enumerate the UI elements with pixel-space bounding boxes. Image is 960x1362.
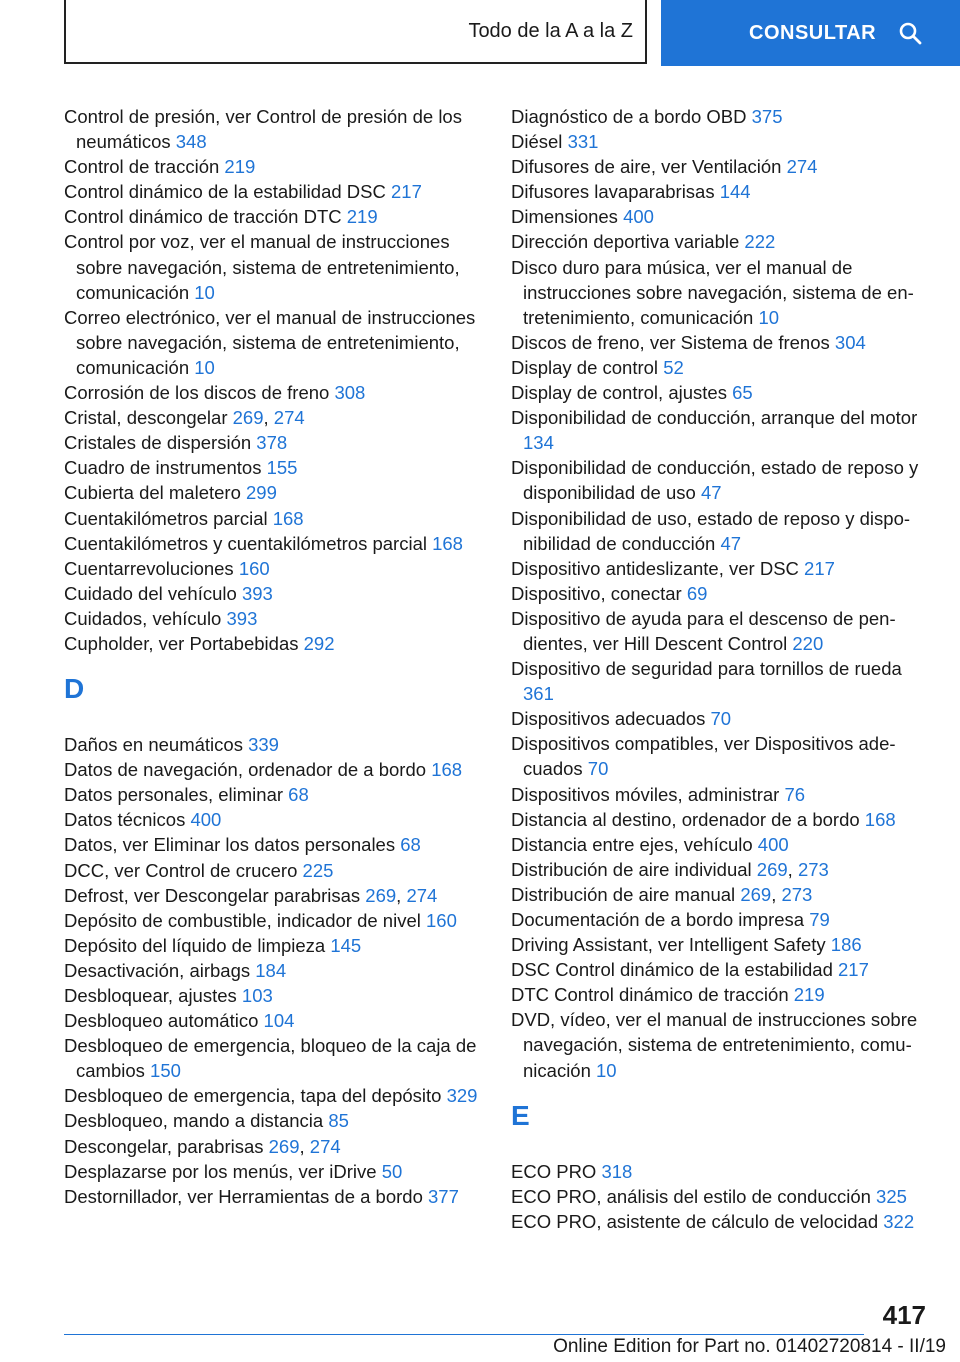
index-entry bbox=[64, 983, 484, 1008]
page-link[interactable]: 76 bbox=[784, 783, 806, 805]
page-link[interactable]: 186 bbox=[830, 934, 862, 956]
index-entry-text: Distancia al destino, ordenador de a bordo bbox=[511, 808, 865, 830]
index-entry bbox=[64, 104, 484, 154]
index-entry bbox=[511, 1159, 931, 1184]
page-link[interactable]: 79 bbox=[809, 909, 830, 930]
consult-tab[interactable] bbox=[661, 0, 960, 66]
page-link[interactable]: 400 bbox=[190, 809, 222, 831]
page-link[interactable]: 273 bbox=[797, 858, 829, 880]
index-entry-text: Cubierta del maletero bbox=[64, 482, 247, 504]
index-column-right bbox=[511, 104, 931, 1234]
page-link[interactable]: 393 bbox=[241, 582, 273, 604]
page-link[interactable]: 155 bbox=[266, 457, 298, 479]
index-entry: Distribución de aire individual 269, 273 bbox=[511, 858, 829, 880]
page-link[interactable]: 217 bbox=[838, 959, 869, 981]
page-link[interactable]: 145 bbox=[330, 934, 362, 956]
index-entry bbox=[511, 506, 931, 556]
page-link[interactable]: 70 bbox=[587, 758, 609, 780]
index-entry-text: DTC Control dinámico de tracción bbox=[511, 984, 794, 1006]
index-entry: Distribución de aire manual 269, 273 bbox=[511, 883, 813, 905]
index-entry bbox=[64, 958, 484, 983]
page-number: 417 bbox=[882, 1300, 926, 1330]
index-entry-text: ECO PRO, análisis del estilo de conducción bbox=[511, 1185, 877, 1207]
page-link[interactable]: 292 bbox=[303, 632, 335, 654]
index-entry bbox=[511, 204, 931, 229]
index-entry bbox=[64, 908, 484, 933]
index-entry-text: Control de presión, ver Control de presión de los neumáticos bbox=[64, 106, 462, 153]
index-entry-text: Desbloqueo, mando a distancia bbox=[64, 1110, 329, 1132]
index-entry-text: Distribución de aire individual bbox=[511, 858, 757, 880]
index-column-left bbox=[64, 104, 484, 1209]
page-link[interactable]: 339 bbox=[248, 734, 279, 756]
index-entry bbox=[64, 1008, 484, 1033]
page-link[interactable]: 168 bbox=[864, 808, 896, 830]
index-entry-text: Documentación de a bordo impresa bbox=[511, 909, 810, 930]
page-link[interactable]: 274 bbox=[309, 1135, 341, 1157]
index-entry bbox=[64, 204, 484, 229]
index-entry bbox=[64, 480, 484, 505]
page-link[interactable]: 377 bbox=[428, 1185, 459, 1207]
page-link[interactable]: 375 bbox=[751, 106, 783, 127]
index-entry-text: Depósito del líquido de limpieza bbox=[64, 934, 331, 956]
index-entry bbox=[511, 380, 931, 405]
page-link[interactable]: 329 bbox=[446, 1085, 478, 1107]
index-entry-text: ECO PRO, asistente de cálculo de velocidad bbox=[511, 1210, 884, 1232]
page-link[interactable]: 65 bbox=[732, 382, 753, 404]
page-link[interactable]: 269 bbox=[756, 858, 788, 880]
page-link[interactable]: 168 bbox=[431, 759, 463, 781]
footer bbox=[553, 1336, 946, 1358]
page-link[interactable]: 220 bbox=[792, 632, 824, 654]
page-link[interactable]: 10 bbox=[758, 306, 780, 328]
index-entry bbox=[64, 858, 484, 883]
index-entry bbox=[64, 782, 484, 807]
page-link[interactable]: 52 bbox=[663, 356, 684, 378]
page-link[interactable]: 68 bbox=[288, 784, 309, 806]
page-link[interactable]: 217 bbox=[391, 181, 422, 203]
page-link[interactable]: 184 bbox=[255, 959, 287, 981]
page-link[interactable]: 378 bbox=[256, 432, 288, 454]
index-entry bbox=[64, 1083, 484, 1108]
index-entry bbox=[64, 1184, 484, 1209]
index-entry-text: Defrost, ver Descongelar parabrisas bbox=[64, 884, 366, 906]
index-entry-text: ECO PRO bbox=[511, 1160, 602, 1182]
index-entry-text: Diagnóstico de a bordo OBD bbox=[511, 106, 752, 127]
index-entry-text: Cuentarrevoluciones bbox=[64, 557, 239, 579]
index-entry-text: Disco duro para música, ver el manual de instrucciones sobre navegación, sistema de entretenimiento, comunicación bbox=[511, 256, 914, 328]
index-entry bbox=[64, 430, 484, 455]
index-tab[interactable] bbox=[64, 0, 647, 64]
index-entry bbox=[511, 129, 931, 154]
index-entry bbox=[64, 179, 484, 204]
index-entry bbox=[64, 581, 484, 606]
consult-tab-label: CONSULTAR bbox=[749, 21, 877, 44]
index-entry-text: Display de control bbox=[511, 356, 664, 378]
index-entry bbox=[511, 179, 931, 204]
index-entry-text: Desbloqueo de emergencia, bloqueo de la caja de cambios bbox=[64, 1035, 477, 1082]
index-entry bbox=[511, 1209, 931, 1234]
page-link[interactable]: 348 bbox=[175, 131, 207, 153]
page-link[interactable]: 225 bbox=[302, 859, 334, 881]
index-entry-text: Control dinámico de tracción DTC bbox=[64, 206, 347, 228]
index-entry-text: Disponibilidad de conducción, estado de reposo y disponibilidad de uso bbox=[511, 457, 919, 504]
index-entry-text: Desbloqueo de emergencia, tapa del depósito bbox=[64, 1085, 447, 1107]
index-entry-text: Cristales de dispersión bbox=[64, 432, 257, 454]
index-entry bbox=[64, 531, 484, 556]
index-entry: Defrost, ver Descongelar parabrisas 269, 274 bbox=[64, 884, 438, 906]
page-link[interactable]: 68 bbox=[400, 834, 421, 856]
page-link[interactable]: 274 bbox=[406, 884, 438, 906]
page-link[interactable]: 269 bbox=[740, 883, 772, 905]
index-entry bbox=[64, 732, 484, 757]
page-link[interactable]: 325 bbox=[876, 1185, 907, 1207]
index-entry bbox=[511, 1184, 931, 1209]
index-entry bbox=[511, 656, 931, 706]
footer-divider bbox=[64, 1334, 864, 1335]
page-link[interactable]: 322 bbox=[883, 1210, 915, 1232]
search-icon bbox=[898, 21, 922, 45]
index-entry bbox=[511, 154, 931, 179]
index-entry bbox=[64, 1159, 484, 1184]
index-entry-text: Distancia entre ejes, vehículo bbox=[511, 833, 758, 855]
index-entry-text: Dimensiones bbox=[511, 206, 624, 228]
page-link[interactable]: 47 bbox=[720, 532, 742, 554]
index-entry bbox=[511, 355, 931, 380]
index-entry-text: Dispositivo antideslizante, ver DSC bbox=[511, 557, 805, 579]
page-link[interactable]: 103 bbox=[241, 985, 273, 1006]
index-entry-text: Display de control, ajustes bbox=[511, 382, 733, 404]
page-link[interactable]: 318 bbox=[601, 1160, 633, 1182]
index-entry: Cristal, descongelar 269, 274 bbox=[64, 407, 305, 429]
index-entry bbox=[511, 807, 931, 832]
footer-edition: Online Edition for Part no. 01402720814 - II/19 bbox=[553, 1336, 946, 1357]
index-entry-text: Descongelar, parabrisas bbox=[64, 1135, 269, 1157]
index-entry bbox=[511, 405, 931, 455]
index-entry-text: Cupholder, ver Portabebidas bbox=[64, 632, 304, 654]
index-entry bbox=[64, 506, 484, 531]
index-entry bbox=[511, 731, 931, 781]
page-link[interactable]: 299 bbox=[246, 482, 277, 504]
index-tab-label: Todo de la A a la Z bbox=[468, 19, 633, 42]
index-entry bbox=[511, 907, 931, 932]
index-entry-text: Control dinámico de la estabilidad DSC bbox=[64, 181, 392, 203]
letter-heading: E bbox=[511, 1099, 530, 1131]
page-link[interactable]: 10 bbox=[194, 356, 215, 378]
index-entry bbox=[511, 556, 931, 581]
index-entry-text: Difusores de aire, ver Ventilación bbox=[511, 156, 787, 178]
page-link[interactable]: 160 bbox=[238, 557, 270, 579]
page-link[interactable]: 273 bbox=[781, 883, 813, 905]
page-link[interactable]: 47 bbox=[700, 482, 722, 504]
index-entry bbox=[511, 255, 931, 330]
index-entry bbox=[511, 982, 931, 1007]
page-link[interactable]: 308 bbox=[334, 382, 366, 404]
page-link[interactable]: 393 bbox=[226, 607, 258, 629]
page-link[interactable]: 274 bbox=[273, 407, 305, 429]
index-entry bbox=[511, 782, 931, 807]
index-entry-text: Control por voz, ver el manual de instrucciones sobre navegación, sistema de entretenimiento, comunicación bbox=[64, 231, 460, 303]
page-link[interactable]: 217 bbox=[804, 557, 835, 579]
index-entry bbox=[511, 606, 931, 656]
index-entry bbox=[511, 330, 931, 355]
index-entry-text: Desplazarse por los menús, ver iDrive bbox=[64, 1160, 382, 1182]
index-entry bbox=[64, 807, 484, 832]
index-entry-text: Corrosión de los discos de freno bbox=[64, 382, 335, 404]
index-entry bbox=[64, 556, 484, 581]
index-entry-text: Disponibilidad de conducción, arranque del motor bbox=[511, 407, 918, 429]
page-link[interactable]: 10 bbox=[596, 1059, 617, 1081]
index-entry-text: Datos técnicos bbox=[64, 809, 191, 831]
page-link[interactable]: 219 bbox=[346, 206, 378, 228]
index-entry bbox=[511, 932, 931, 957]
page-link[interactable]: 134 bbox=[523, 432, 554, 454]
page-link[interactable]: 160 bbox=[426, 909, 457, 931]
page-link[interactable]: 104 bbox=[263, 1010, 295, 1032]
index-entry bbox=[64, 606, 484, 631]
index-entry-text: Dispositivos adecuados bbox=[511, 708, 711, 730]
index-entry-text: Datos de navegación, ordenador de a bordo bbox=[64, 759, 432, 781]
page-link[interactable]: 269 bbox=[232, 407, 264, 429]
index-entry-text: Cuentakilómetros y cuentakilómetros parcial bbox=[64, 532, 433, 554]
index-entry-text: Depósito de combustible, indicador de nivel bbox=[64, 909, 426, 931]
index-entry bbox=[64, 631, 484, 656]
index-entry bbox=[64, 305, 484, 380]
page-link[interactable]: 361 bbox=[523, 683, 554, 705]
index-entry-text: Difusores lavaparabrisas bbox=[511, 181, 720, 203]
page-link[interactable]: 400 bbox=[623, 206, 654, 228]
index-entry-text: Dispositivo de seguridad para tornillos de rueda bbox=[511, 658, 902, 680]
index-entry-text: Dispositivo de ayuda para el descenso de pendientes, ver Hill Descent Control bbox=[511, 607, 896, 654]
page-link[interactable]: 70 bbox=[710, 708, 732, 730]
page-link[interactable]: 50 bbox=[381, 1160, 403, 1182]
index-entry-text: Disponibilidad de uso, estado de reposo y disponibilidad de conducción bbox=[511, 507, 911, 554]
index-entry-text: DVD, vídeo, ver el manual de instrucciones sobre navegación, sistema de entretenimiento, comunicación bbox=[511, 1009, 918, 1081]
index-entry bbox=[64, 154, 484, 179]
page-link[interactable]: 10 bbox=[194, 281, 215, 303]
index-entry-text: Cuidado del vehículo bbox=[64, 582, 242, 604]
index-entry-text: Dirección deportiva variable bbox=[511, 231, 745, 253]
index-entry bbox=[511, 455, 931, 505]
page-link[interactable]: 269 bbox=[268, 1135, 300, 1157]
index-entry bbox=[64, 757, 484, 782]
page-link[interactable]: 69 bbox=[686, 582, 708, 604]
index-entry bbox=[511, 832, 931, 857]
index-entry-text: Discos de freno, ver Sistema de frenos bbox=[511, 331, 835, 353]
page-link[interactable]: 144 bbox=[719, 181, 751, 203]
index-entry bbox=[64, 1033, 484, 1083]
index-entry-text: DCC, ver Control de crucero bbox=[64, 859, 303, 881]
page-link[interactable]: 168 bbox=[432, 532, 463, 554]
page-link[interactable]: 150 bbox=[150, 1060, 181, 1082]
page-link[interactable]: 222 bbox=[744, 231, 776, 253]
index-entry-text: Diésel bbox=[511, 131, 568, 153]
index-entry-text: Cuentakilómetros parcial bbox=[64, 507, 273, 529]
index-entry-text: Driving Assistant, ver Intelligent Safety bbox=[511, 934, 831, 956]
index-entry-text: Desbloqueo automático bbox=[64, 1010, 264, 1032]
page-link[interactable]: 274 bbox=[786, 156, 818, 178]
index-entry-text: Control de tracción bbox=[64, 156, 225, 178]
index-entry bbox=[64, 229, 484, 304]
page-link[interactable]: 168 bbox=[272, 507, 304, 529]
index-entry-text: Dispositivos compatibles, ver Dispositivos adecuados bbox=[511, 733, 896, 780]
page-link[interactable]: 331 bbox=[567, 131, 599, 153]
page-link[interactable]: 400 bbox=[757, 833, 789, 855]
index-entry bbox=[511, 1007, 931, 1082]
index-entry: Descongelar, parabrisas 269, 274 bbox=[64, 1135, 341, 1157]
index-entry bbox=[64, 1108, 484, 1133]
index-entry bbox=[511, 581, 931, 606]
index-entry-text: Daños en neumáticos bbox=[64, 734, 249, 756]
index-entry bbox=[511, 957, 931, 982]
index-entry-text: Cuadro de instrumentos bbox=[64, 457, 267, 479]
index-entry-text: Dispositivos móviles, administrar bbox=[511, 783, 785, 805]
index-entry-text: Cuidados, vehículo bbox=[64, 607, 227, 629]
index-entry bbox=[64, 455, 484, 480]
index-entry-text: Desbloquear, ajustes bbox=[64, 985, 242, 1006]
index-entry-text: Datos, ver Eliminar los datos personales bbox=[64, 834, 401, 856]
index-entry-text: Correo electrónico, ver el manual de instrucciones sobre navegación, sistema de entretenimiento, comunicación bbox=[64, 306, 476, 378]
index-entry bbox=[511, 229, 931, 254]
index-entry bbox=[64, 832, 484, 857]
page-link[interactable]: 85 bbox=[328, 1110, 349, 1132]
page-link[interactable]: 304 bbox=[834, 331, 866, 353]
page-link[interactable]: 269 bbox=[365, 884, 397, 906]
index-entry bbox=[64, 380, 484, 405]
page-link[interactable]: 219 bbox=[224, 156, 256, 178]
index-entry-text: DSC Control dinámico de la estabilidad bbox=[511, 959, 839, 981]
index-entry-text: Dispositivo, conectar bbox=[511, 582, 687, 604]
letter-heading: D bbox=[64, 673, 85, 705]
index-entry-text: Distribución de aire manual bbox=[511, 883, 741, 905]
index-entry bbox=[511, 104, 931, 129]
page-link[interactable]: 219 bbox=[793, 984, 825, 1006]
index-entry-text: Destornillador, ver Herramientas de a bordo bbox=[64, 1185, 429, 1207]
index-entry-text: Desactivación, airbags bbox=[64, 959, 256, 981]
index-entry-text: Datos personales, eliminar bbox=[64, 784, 289, 806]
index-entry-text: Cristal, descongelar bbox=[64, 407, 233, 429]
index-entry bbox=[511, 706, 931, 731]
index-entry bbox=[64, 933, 484, 958]
